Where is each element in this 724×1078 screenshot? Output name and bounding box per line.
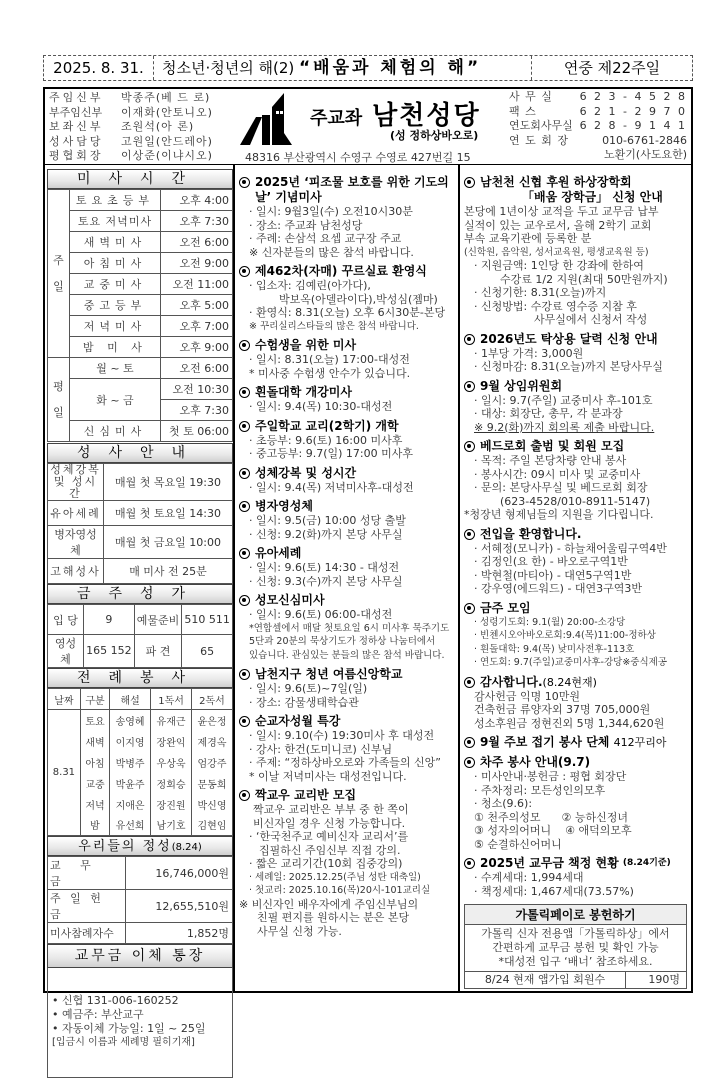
bullet-icon bbox=[239, 387, 250, 398]
table-row: 주 일 헌 금 12,655,510원 bbox=[48, 890, 233, 923]
bullet-icon bbox=[239, 340, 250, 351]
sacraments-table bbox=[47, 463, 233, 584]
bank-heading: 교무금 이체 통장 bbox=[47, 944, 233, 968]
table-row: 교중 박윤주 정회승 문동희 bbox=[48, 773, 233, 794]
bank-info: • 신협 131-006-160252 • 예금주: 부산교구 • 자동이체 가능일: 1일 ~ 25일 [입금시 이름과 세례명 필히기재] bbox=[47, 968, 233, 1078]
staff-row: 보좌신부 조원석(아 론) bbox=[49, 120, 195, 133]
table-row: 유아세례 매월 첫 토요일 14:30 bbox=[48, 501, 233, 526]
announcement-item: 흰돌대학 개강미사 · 일시: 9.4(목) 10:30-대성전 bbox=[239, 385, 454, 414]
liturgy-heading: 전례봉사 bbox=[47, 668, 233, 688]
bulletin-body bbox=[43, 165, 693, 1048]
announcement-item: 주일학교 교리(2학기) 개학 · 초등부: 9.6(토) 16:00 미사후 · 중고등부: 9.7(일) 17:00 미사후 bbox=[239, 419, 454, 461]
bullet-icon bbox=[464, 757, 475, 768]
church-name: 주교좌 남천성당 bbox=[310, 101, 481, 131]
mass-times-heading: 미사시간 bbox=[47, 169, 233, 189]
announcement-item: 차주 봉사 안내(9.7) · 미사안내·봉헌금 : 평협 회장단 · 주차정리: 모든성인의모후 · 청소(9.6): ① 천주의성모 ② 능하신정녀 ③ 성자의어머니 ④ 애덕의모후 ⑤ 순결하신어머니 bbox=[464, 755, 687, 851]
table-row: 아침미사 오전 9:00 bbox=[48, 253, 233, 274]
catholic-pay-title: 가톨릭페이로 봉헌하기 bbox=[465, 905, 686, 925]
announcement-item: 2025년 ‘피조물 보호를 위한 기도의 날’ 기념미사 · 일시: 9월3일(수) 오전10시30분 · 장소: 주교좌 남천성당 · 주례: 손삼석 요셉 교구장 주교 ※ 신자분들의 많은 참석 바랍니다. bbox=[239, 175, 454, 259]
middle-column bbox=[233, 165, 460, 993]
table-row: 새벽 이지영 장완익 제경옥 bbox=[48, 731, 233, 752]
church-logo-icon bbox=[240, 93, 295, 145]
table-row: 새벽미사 오전 6:00 bbox=[48, 232, 233, 253]
liturgy-table bbox=[47, 688, 233, 836]
mass-times-table bbox=[47, 189, 233, 442]
bullet-icon bbox=[464, 529, 475, 540]
bullet-icon bbox=[239, 595, 250, 606]
table-row: 영성체 165 152 파 견 65 bbox=[48, 635, 233, 668]
bullet-icon bbox=[239, 501, 250, 512]
contact-row: 사 무 실 6 2 3 - 4 5 2 8 bbox=[509, 90, 687, 103]
table-row: 성체강복 및 성시간 매월 첫 목요일 19:30 bbox=[48, 464, 233, 501]
table-row: 교중미사 오전 11:00 bbox=[48, 274, 233, 295]
announcement-item: 남천지구 청년 여름신앙학교 · 일시: 9.6(토)~7일(일) · 장소: 감물생태학습관 bbox=[239, 667, 454, 709]
table-row: 평 일 월 ~ 토 오전 6:00 bbox=[48, 358, 233, 379]
table-row: 밤 유선희 남기호 김현임 bbox=[48, 815, 233, 836]
contact-list bbox=[509, 90, 687, 163]
bullet-icon bbox=[464, 441, 475, 452]
announcement-item: 베드로회 출범 및 회원 모집 · 목적: 주일 본당차량 안내 봉사 · 봉사시간: 09시 미사 및 교중미사 · 문의: 본당사무실 및 베드로회 회장 (623-4528/010-8911-5147) *청장년 형제님들의 지원을 기다립니다. bbox=[464, 439, 654, 521]
bullet-icon bbox=[239, 468, 250, 479]
staff-list bbox=[49, 91, 213, 164]
church-header bbox=[43, 87, 693, 165]
bullet-icon bbox=[464, 381, 475, 392]
sacraments-heading: 성사안내 bbox=[47, 443, 233, 463]
right-column bbox=[460, 165, 691, 989]
bulletin-date: 2025. 8. 31. bbox=[44, 56, 154, 80]
bullet-icon bbox=[239, 421, 250, 432]
announcement-item: 전입을 환영합니다. · 서혜정(모니카) - 하늘채어울림구역4반 · 김정인(요 한) - 바오로구역1반 · 박현철(마티아) - 대연5구역1반 · 강우영(에드워드) - 대연3구역3반 bbox=[464, 527, 687, 596]
offerings-heading: 우리들의 정성(8.24) bbox=[47, 836, 233, 856]
announcement-item: 성체강복 및 성시간 · 일시: 9.4(목) 저녁미사후-대성전 bbox=[239, 466, 454, 495]
table-row: 신심미사 첫 토 06:00 bbox=[48, 421, 233, 442]
bullet-icon bbox=[464, 677, 475, 688]
table-header-row: 날짜 구분 해설 1독서 2독서 bbox=[48, 689, 233, 710]
table-row: 병자영성체 매월 첫 금요일 10:00 bbox=[48, 526, 233, 559]
table-row: 저녁 지애은 장진원 박신영 bbox=[48, 794, 233, 815]
hymns-heading: 금주성가 bbox=[47, 584, 233, 604]
announcement-item: 짝교우 교리반 모집 짝교우 교리반은 부부 중 한 쪽이 비신자일 경우 신청 가능합니다. · ‘한국천주교 예비신자 교리서’를 집필하신 주임신부 직접 강의. · 짧은 교리기간(10회 집중강의) · 세례일: 2025.12.25(주님 성탄 대축일) · 첫교리: 2025.10.16(목)20시-101교리실 ※ 비신자인 배우자에게 주임신부님의 친필 편지를 원하시는 분은 본당 사무실 신청 가능. bbox=[239, 788, 431, 938]
table-row: 8.31 토요 송영혜 유재근 윤은정 bbox=[48, 710, 233, 731]
offerings-table bbox=[47, 856, 233, 944]
bullet-icon bbox=[239, 790, 250, 801]
contact-row: 연도회사무실 6 2 8 - 9 1 4 1 bbox=[509, 119, 687, 132]
table-row: 미사참례자수 1,852명 bbox=[48, 923, 233, 944]
table-row: 교 무 금 16,746,000원 bbox=[48, 857, 233, 890]
theme-title: “배움과 체험의 해” bbox=[299, 58, 482, 78]
announcement-item: 수험생을 위한 미사 · 일시: 8.31(오늘) 17:00-대성전 * 미사중 수험생 안수가 있습니다. bbox=[239, 338, 454, 380]
staff-row: 평협회장 이상준(이냐시오) bbox=[49, 149, 213, 162]
announcement-item: 남천천 신협 후원 하상장학회 「배움 장학금」 신청 안내 본당에 1년이상 교적을 두고 교무금 납부 실적이 있는 교우로서, 올해 2학기 교회 부속 교육기관에 등록한 분 (신학원, 음악원, 성서교육원, 평생교육원 등) · 지원금액: 1인당 한 강좌에 한하여 수강료 1/2 지원(최대 50만원까지) · 신청기한: 8.31(오늘)까지 · 신청방법: 수강료 영수증 지참 후 사무실에서 신청서 작성 bbox=[464, 175, 668, 326]
announcement-item: 금주 모임 · 성령기도회: 9.1(월) 20:00-소강당 · 빈첸시오아바오로회:9.4(목)11:00-정하상 · 흰돌대학: 9.4(목) 낮미사전후-113호 · 연도회: 9.7(주일)교중미사후-강당※중식제공 bbox=[464, 601, 687, 670]
staff-row: 성사담당 고원일(안드레아) bbox=[49, 134, 213, 148]
bullet-icon bbox=[239, 548, 250, 559]
bullet-icon bbox=[464, 177, 475, 188]
announcement-item: 9월 상임위원회 · 일시: 9.7(주일) 교중미사 후-101호 · 대상: 회장단, 총무, 각 분과장 ※ 9.2(화)까지 회의록 제출 바랍니다. bbox=[464, 379, 687, 435]
year-theme bbox=[154, 56, 532, 80]
liturgical-week: 연중 제22주일 bbox=[563, 59, 661, 77]
table-row: 저녁미사 오후 7:00 bbox=[48, 316, 233, 337]
hymns-table bbox=[47, 604, 233, 668]
church-address: 48316 부산광역시 수영구 수영로 427번길 15 bbox=[245, 151, 471, 164]
table-row: 고해성사 매 미사 전 25분 bbox=[48, 559, 233, 584]
announcement-item: 감사합니다. (8.24현재) 감사헌금 익명 10만원 건축헌금 류양자외 37명 705,000원 성소후원금 정현진외 5명 1,344,620원 bbox=[464, 675, 687, 731]
announcement-item: 병자영성체 · 일시: 9.5(금) 10:00 성당 출발 · 신청: 9.2(화)까지 본당 사무실 bbox=[239, 499, 454, 541]
announcement-item: 성모신심미사 · 일시: 9.6(토) 06:00-대성전 *연합셀에서 매달 첫토요일 6시 미사후 묵주기도 5단과 20분의 묵상기도가 정하상 나눔터에서 있습니다. 관심있는 분들의 많은 참석 바랍니다. bbox=[239, 593, 454, 662]
bullet-icon bbox=[464, 737, 475, 748]
bullet-icon bbox=[464, 603, 475, 614]
table-row: 오후 7:30 bbox=[48, 400, 233, 421]
table-row: 화 ~ 금 오전 10:30 bbox=[48, 379, 233, 400]
weekday-label: 평 일 bbox=[48, 358, 70, 442]
table-row: 토요 저녁미사 오후 7:30 bbox=[48, 211, 233, 232]
contact-row: 연 도 회 장 010-6761-2846 bbox=[509, 133, 687, 147]
bullet-icon bbox=[239, 716, 250, 727]
announcement-item: 2026년도 탁상용 달력 신청 안내 · 1부당 가격: 3,000원 · 신청마감: 8.31(오늘)까지 본당사무실 bbox=[464, 332, 687, 374]
announcement-item: 9월 주보 접기 봉사 단체 412꾸리아 bbox=[464, 735, 687, 750]
church-patron: (성 정하상바오로) bbox=[390, 129, 479, 142]
table-row: 중고등부 오후 5:00 bbox=[48, 295, 233, 316]
announcement-item: 2025년 교무금 책정 현황 (8.24기준) · 수계세대: 1,994세대 · 책정세대: 1,467세대(73.57%) bbox=[464, 856, 687, 898]
announcement-item: 순교자성월 특강 · 일시: 9.10(수) 19:30미사 후 대성전 · 강사: 한건(도미니코) 신부님 · 주제: “정하상바오로와 가족들의 신앙” * 이날 저녁미사는 대성전입니다. bbox=[239, 714, 454, 783]
table-row: 밤 미 사 오후 9:00 bbox=[48, 337, 233, 358]
contact-row: 노환기(사도요한) bbox=[604, 148, 687, 161]
bullet-icon bbox=[464, 858, 475, 869]
staff-row: 부주임신부 이재화(안토니오) bbox=[49, 105, 213, 119]
bullet-icon bbox=[239, 266, 250, 277]
bullet-icon bbox=[239, 177, 250, 188]
table-row: 아침 박병주 우상욱 엄강주 bbox=[48, 752, 233, 773]
contact-row: 팩 스 6 2 1 - 2 9 7 0 bbox=[509, 104, 687, 118]
announcement-item: 제462차(자매) 꾸르실료 환영식 · 입소자: 김예린(아가다), 박보옥(아델라이다),박성심(젬마) · 환영식: 8.31(오늘) 오후 6시30분-본당 ※ 꾸리실리스타들의 많은 참석 바랍니다. bbox=[239, 264, 454, 333]
table-row: 주 일 토요초등부 오후 4:00 bbox=[48, 190, 233, 211]
catholic-pay-box bbox=[464, 904, 687, 989]
staff-row: 주임신부 박종주(베 드 로) bbox=[49, 91, 211, 104]
theme-prefix: 청소년·청년의 해(2) bbox=[162, 59, 295, 77]
table-row: 입 당 9 예물준비 510 511 bbox=[48, 605, 233, 635]
catholic-pay-body: 가톨릭 신자 전용앱「가톨릭하상」에서 간편하게 교무금 봉헌 및 확인 가능 *대성전 입구 ‘배너’ 참조하세요. bbox=[481, 927, 670, 968]
app-members-row: 8/24 현재 앱가입 회원수 190명 bbox=[465, 971, 686, 988]
sunday-label: 주 일 bbox=[48, 190, 70, 358]
announcement-item: 유아세례 · 일시: 9.6(토) 14:30 - 대성전 · 신청: 9.3(수)까지 본당 사무실 bbox=[239, 546, 454, 588]
bulletin-topbar bbox=[43, 55, 693, 81]
bullet-icon bbox=[464, 334, 475, 345]
left-column bbox=[47, 169, 233, 1078]
bullet-icon bbox=[239, 669, 250, 680]
